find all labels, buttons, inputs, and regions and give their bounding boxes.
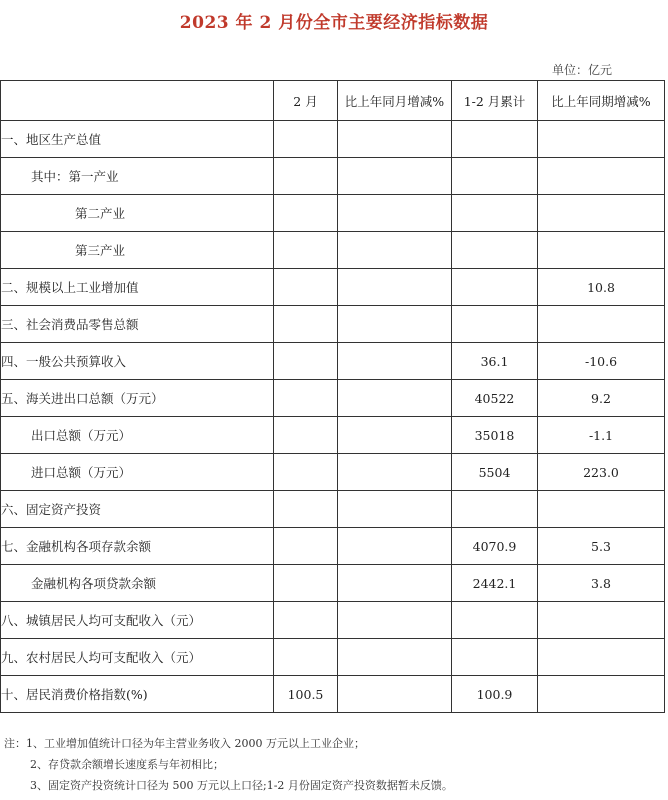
cell-feb <box>274 380 338 417</box>
cell-ytd-yoy <box>538 639 665 676</box>
cell-feb <box>274 528 338 565</box>
cell-ytd: 40522 <box>452 380 538 417</box>
unit-label: 单位：亿元 <box>552 63 613 77</box>
table-row <box>1 491 665 528</box>
header-feb: 2 月 <box>274 81 338 121</box>
row-label: 一、地区生产总值 <box>1 121 274 158</box>
row-label: 四、一般公共预算收入 <box>1 343 274 380</box>
cell-ytd-yoy: 223.0 <box>538 454 665 491</box>
cell-ytd <box>452 121 538 158</box>
cell-ytd <box>452 269 538 306</box>
row-label: 八、城镇居民人均可支配收入（元） <box>1 602 274 639</box>
cell-feb <box>274 121 338 158</box>
row-label: 其中：第一产业 <box>1 158 274 195</box>
row-label: 第二产业 <box>1 195 274 232</box>
table-row <box>1 639 665 676</box>
table-row <box>1 269 665 306</box>
cell-feb <box>274 232 338 269</box>
cell-ytd <box>452 491 538 528</box>
cell-ytd-yoy <box>538 602 665 639</box>
row-label: 金融机构各项贷款余额 <box>1 565 274 602</box>
cell-feb-yoy <box>338 454 452 491</box>
row-label: 三、社会消费品零售总额 <box>1 306 274 343</box>
cell-feb-yoy <box>338 195 452 232</box>
cell-ytd: 36.1 <box>452 343 538 380</box>
cell-ytd: 35018 <box>452 417 538 454</box>
row-label: 六、固定资产投资 <box>1 491 274 528</box>
table-row <box>1 121 665 158</box>
row-label: 七、金融机构各项存款余额 <box>1 528 274 565</box>
cell-feb-yoy <box>338 269 452 306</box>
header-feb-yoy: 比上年同月增减% <box>338 81 452 121</box>
table-row <box>1 454 665 491</box>
cell-feb-yoy <box>338 121 452 158</box>
cell-feb-yoy <box>338 417 452 454</box>
cell-feb-yoy <box>338 676 452 713</box>
table-row <box>1 343 665 380</box>
row-label: 出口总额（万元） <box>1 417 274 454</box>
table-row <box>1 195 665 232</box>
cell-ytd-yoy <box>538 121 665 158</box>
footnote-2: 2、存贷款余额增长速度系与年初相比； <box>30 758 224 771</box>
table-row <box>1 565 665 602</box>
cell-ytd: 4070.9 <box>452 528 538 565</box>
cell-feb-yoy <box>338 639 452 676</box>
table-row <box>1 602 665 639</box>
cell-ytd-yoy: 10.8 <box>538 269 665 306</box>
cell-feb <box>274 454 338 491</box>
row-label: 十、居民消费价格指数(%) <box>1 676 274 713</box>
cell-ytd-yoy <box>538 158 665 195</box>
cell-feb <box>274 158 338 195</box>
row-label: 九、农村居民人均可支配收入（元） <box>1 639 274 676</box>
cell-ytd <box>452 602 538 639</box>
cell-feb <box>274 195 338 232</box>
row-label: 二、规模以上工业增加值 <box>1 269 274 306</box>
cell-feb <box>274 639 338 676</box>
table-row <box>1 417 665 454</box>
cell-ytd: 100.9 <box>452 676 538 713</box>
cell-ytd-yoy <box>538 306 665 343</box>
cell-ytd-yoy <box>538 491 665 528</box>
cell-ytd <box>452 306 538 343</box>
footnote-1: 注：1、工业增加值统计口径为年主营业务收入 2000 万元以上工业企业； <box>4 737 365 750</box>
cell-ytd-yoy <box>538 195 665 232</box>
table-row <box>1 676 665 713</box>
header-ytd: 1-2 月累计 <box>452 81 538 121</box>
cell-ytd <box>452 232 538 269</box>
cell-feb <box>274 343 338 380</box>
footnote-3: 3、固定资产投资统计口径为 500 万元以上口径;1-2 月份固定资产投资数据暂未反馈。 <box>30 779 453 792</box>
cell-feb <box>274 491 338 528</box>
cell-ytd-yoy: 3.8 <box>538 565 665 602</box>
cell-ytd <box>452 639 538 676</box>
cell-feb <box>274 602 338 639</box>
cell-feb-yoy <box>338 158 452 195</box>
cell-feb-yoy <box>338 343 452 380</box>
table-body <box>1 121 665 713</box>
table-row <box>1 380 665 417</box>
cell-ytd-yoy <box>538 676 665 713</box>
cell-ytd-yoy: 5.3 <box>538 528 665 565</box>
cell-ytd-yoy: -1.1 <box>538 417 665 454</box>
cell-feb <box>274 565 338 602</box>
cell-ytd <box>452 195 538 232</box>
cell-feb <box>274 306 338 343</box>
header-indicator <box>1 81 274 121</box>
cell-feb: 100.5 <box>274 676 338 713</box>
cell-feb-yoy <box>338 528 452 565</box>
cell-feb-yoy <box>338 602 452 639</box>
indicator-table <box>0 80 665 713</box>
cell-ytd-yoy: 9.2 <box>538 380 665 417</box>
table-row <box>1 158 665 195</box>
cell-feb-yoy <box>338 306 452 343</box>
cell-ytd: 2442.1 <box>452 565 538 602</box>
cell-feb <box>274 269 338 306</box>
footnotes <box>4 733 453 796</box>
cell-feb-yoy <box>338 380 452 417</box>
cell-ytd-yoy <box>538 232 665 269</box>
cell-feb <box>274 417 338 454</box>
cell-feb-yoy <box>338 565 452 602</box>
cell-feb-yoy <box>338 491 452 528</box>
table-row <box>1 306 665 343</box>
table-header-row <box>1 81 665 121</box>
cell-ytd <box>452 158 538 195</box>
cell-ytd: 5504 <box>452 454 538 491</box>
table-row <box>1 232 665 269</box>
page-title: 2023 年 2 月份全市主要经济指标数据 <box>179 13 489 33</box>
row-label: 第三产业 <box>1 232 274 269</box>
cell-feb-yoy <box>338 232 452 269</box>
row-label: 进口总额（万元） <box>1 454 274 491</box>
row-label: 五、海关进出口总额（万元） <box>1 380 274 417</box>
cell-ytd-yoy: -10.6 <box>538 343 665 380</box>
table-row <box>1 528 665 565</box>
header-ytd-yoy: 比上年同期增减% <box>538 81 665 121</box>
